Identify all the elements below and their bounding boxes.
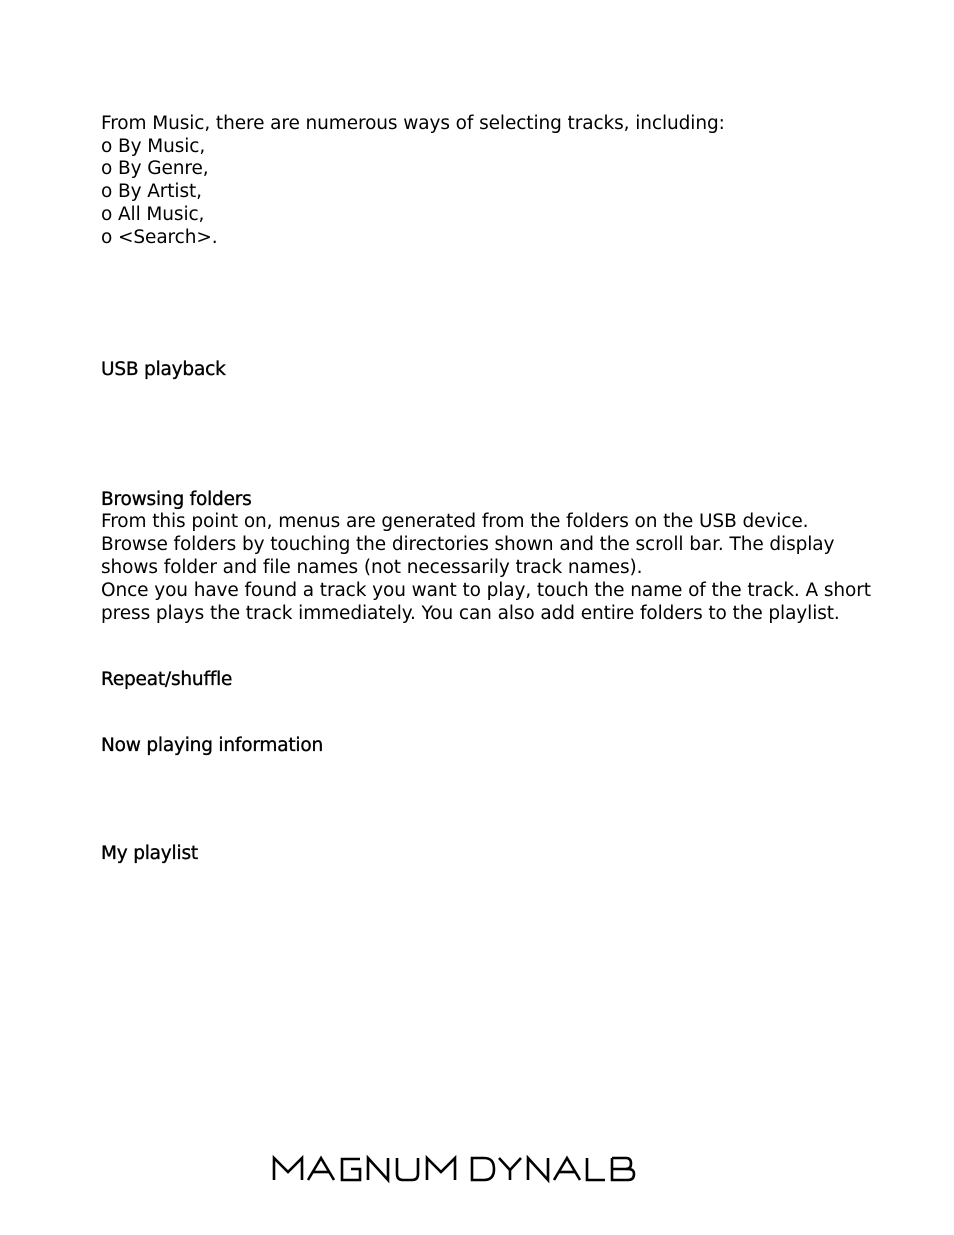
heading-usb-playback: USB playback [101,359,226,380]
browsing-line-5: press plays the track immediately. You can also add entire folders to the playlist. [101,603,840,624]
option-search: o <Search>. [101,227,218,248]
browsing-folders-paragraph [101,510,871,625]
browsing-line-2: Browse folders by touching the directories shown and the scroll bar. The display [101,534,835,555]
heading-now-playing: Now playing information [101,735,323,756]
browsing-line-4: Once you have found a track you want to play, touch the name of the track. A short [101,580,871,601]
browsing-line-1: From this point on, menus are generated from the folders on the USB device. [101,511,809,532]
brand-logo [272,1148,656,1188]
browsing-line-3: shows folder and file names (not necessarily track names). [101,557,643,578]
heading-my-playlist: My playlist [101,843,198,864]
option-by-genre: o By Genre, [101,158,209,179]
option-by-artist: o By Artist, [101,181,202,202]
intro-lead: From Music, there are numerous ways of selecting tracks, including: [101,113,725,134]
option-by-music: o By Music, [101,136,206,157]
heading-browsing-folders: Browsing folders [101,489,252,510]
heading-repeat-shuffle: Repeat/shuffle [101,669,233,690]
magnum-dynalab-logo-icon [272,1148,656,1188]
option-all-music: o All Music, [101,204,205,225]
